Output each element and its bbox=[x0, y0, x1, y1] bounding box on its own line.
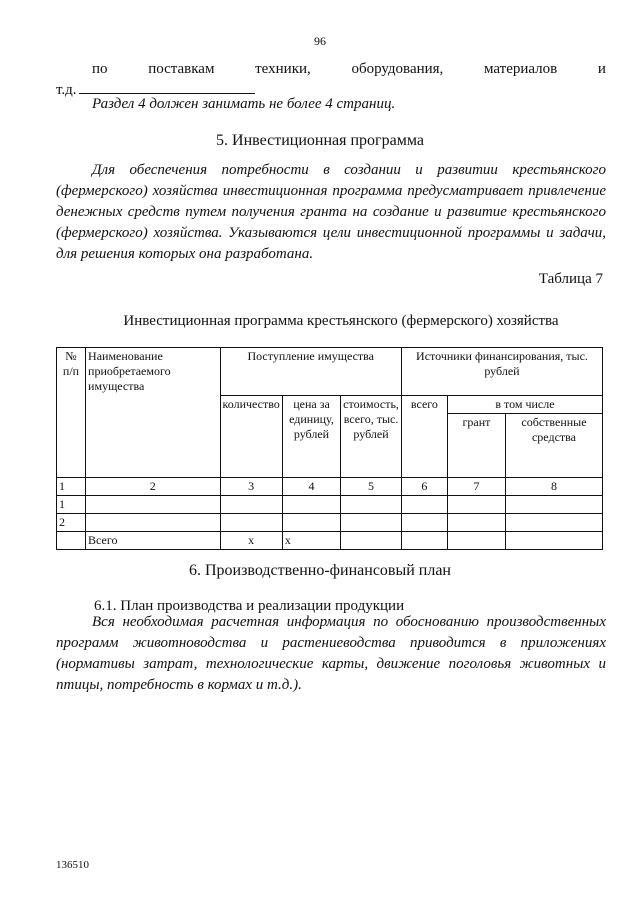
table-label: Таблица 7 bbox=[538, 271, 603, 287]
section-5-paragraph bbox=[56, 160, 606, 265]
intro-word: по bbox=[92, 61, 108, 77]
table-cell bbox=[220, 496, 282, 514]
total-row bbox=[57, 532, 603, 550]
table-cell bbox=[401, 514, 447, 532]
table-cell bbox=[447, 514, 505, 532]
section-6-title: 6. Производственно-финансовый план bbox=[188, 562, 451, 579]
section-5-text: Для обеспечения потребности в создании и развитии крестьянского (фермерского) хозяйства инвестиционная программа предусматривает привлечение денежных средств путем получения гранта на создание и развитие крестьянского (фермерского) хозяйства. Указываются цели инвестиционной программы и задачи, для решения которых она разработана. bbox=[56, 162, 606, 262]
table-cell bbox=[341, 496, 402, 514]
section-6-1-title: 6.1. План производства и реализации продукции bbox=[94, 598, 405, 614]
total-label: Всего bbox=[86, 532, 220, 550]
total-cell bbox=[401, 532, 447, 550]
section-5-title: 5. Инвестиционная программа bbox=[216, 132, 424, 149]
header-own: собственные средства bbox=[505, 414, 602, 478]
table-cell bbox=[282, 514, 340, 532]
header-receipt: Поступление имущества bbox=[220, 348, 401, 396]
table-cell bbox=[447, 496, 505, 514]
table-cell bbox=[86, 514, 220, 532]
header-sources: Источники финансирования, тыс. рублей bbox=[401, 348, 602, 396]
index-cell: 2 bbox=[86, 478, 220, 496]
table-cell bbox=[86, 496, 220, 514]
table-cell bbox=[401, 496, 447, 514]
intro-prefix: т.д. bbox=[56, 82, 77, 98]
header-grant: грант bbox=[447, 414, 505, 478]
index-cell: 4 bbox=[282, 478, 340, 496]
intro-line bbox=[92, 61, 606, 78]
header-incl: в том числе bbox=[447, 396, 602, 414]
total-cell bbox=[505, 532, 602, 550]
index-cell: 6 bbox=[401, 478, 447, 496]
page-number: 96 bbox=[314, 34, 326, 48]
total-cell: х bbox=[220, 532, 282, 550]
table-cell: 2 bbox=[57, 514, 86, 532]
header-total: всего bbox=[401, 396, 447, 478]
index-cell: 8 bbox=[505, 478, 602, 496]
header-price: цена за единицу, рублей bbox=[282, 396, 340, 478]
intro-word: оборудования, bbox=[351, 61, 444, 77]
total-cell bbox=[447, 532, 505, 550]
table-title: Инвестиционная программа крестьянского (фермерского) хозяйства bbox=[123, 313, 559, 329]
table-cell bbox=[282, 496, 340, 514]
header-cost: стоимость, всего, тыс. рублей bbox=[341, 396, 402, 478]
header-name: Наименование приобретаемого имущества bbox=[86, 348, 220, 478]
table-cell bbox=[220, 514, 282, 532]
header-num: № п/п bbox=[57, 348, 86, 478]
total-cell bbox=[341, 532, 402, 550]
footer-code: 136510 bbox=[56, 859, 89, 871]
fill-in-blank bbox=[79, 80, 255, 94]
index-cell: 7 bbox=[447, 478, 505, 496]
intro-word: поставкам bbox=[148, 61, 215, 77]
intro-word: и bbox=[597, 61, 606, 77]
table-cell bbox=[341, 514, 402, 532]
table-cell bbox=[505, 514, 602, 532]
section-note: Раздел 4 должен занимать не более 4 страниц. bbox=[92, 96, 396, 112]
intro-word: техники, bbox=[255, 61, 311, 77]
section-6-paragraph bbox=[56, 612, 606, 696]
header-qty: количество bbox=[220, 396, 282, 478]
section-6-text: Вся необходимая расчетная информация по обоснованию производственных программ животноводства и растениеводства приводится в приложениях (нормативы затрат, технологические карты, движение поголовья животных и птицы, потребность в кормах и т.д.). bbox=[56, 614, 606, 693]
total-cell bbox=[57, 532, 86, 550]
investment-table bbox=[56, 347, 603, 550]
total-cell: х bbox=[282, 532, 340, 550]
index-cell: 5 bbox=[341, 478, 402, 496]
table-row bbox=[57, 496, 603, 514]
intro-word: материалов bbox=[483, 61, 558, 77]
table-cell bbox=[505, 496, 602, 514]
table-cell: 1 bbox=[57, 496, 86, 514]
table-row bbox=[57, 514, 603, 532]
index-cell: 1 bbox=[57, 478, 86, 496]
index-cell: 3 bbox=[220, 478, 282, 496]
